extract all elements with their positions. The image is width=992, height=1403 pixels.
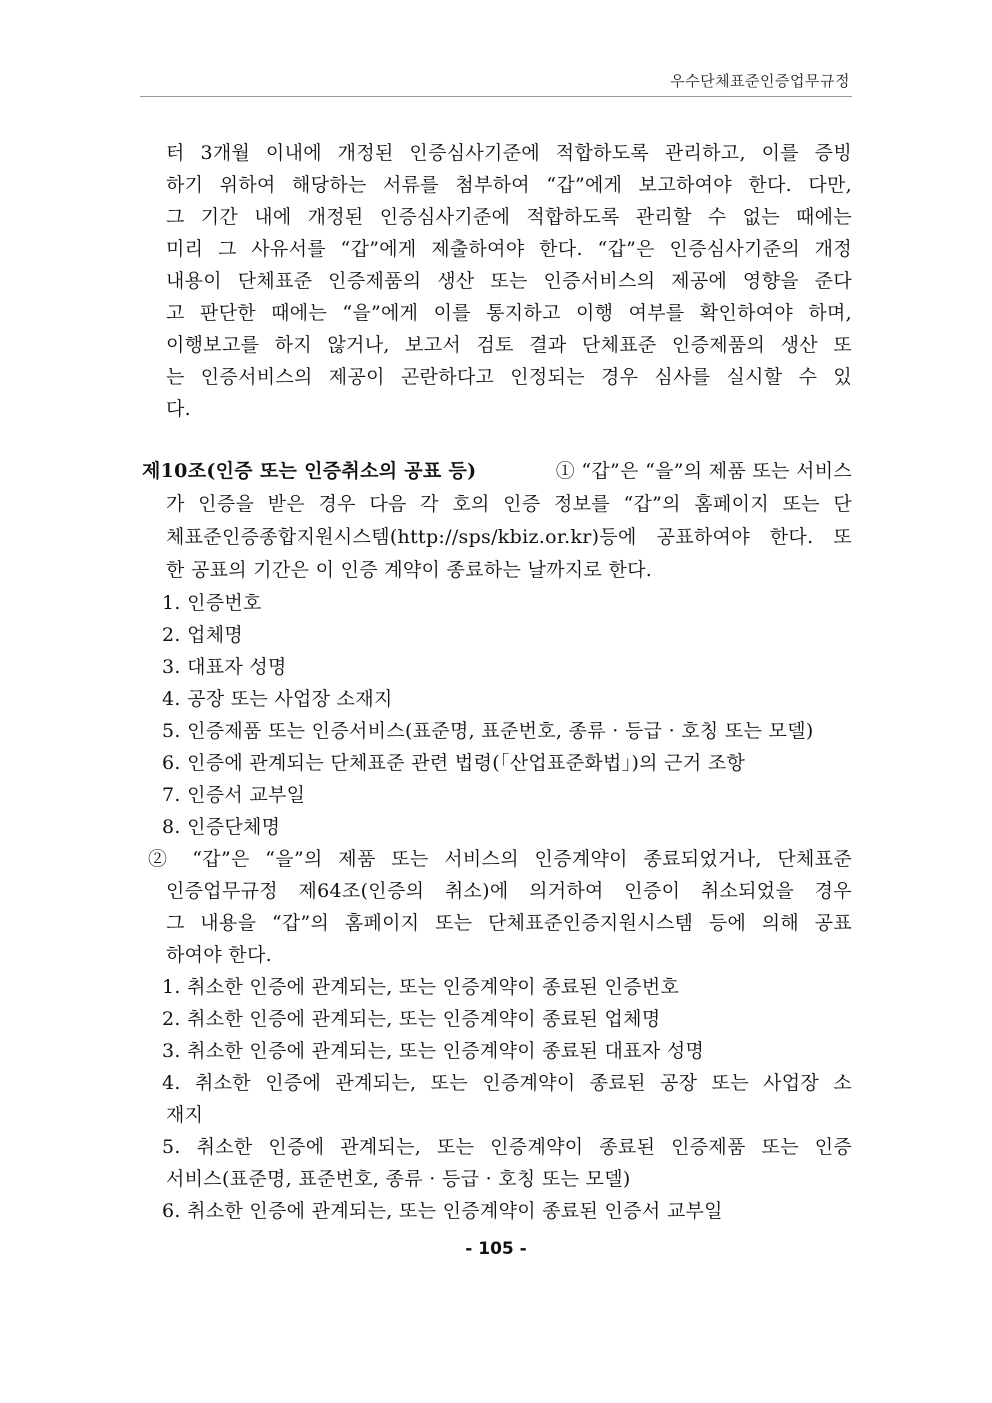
continuation-line: 내용이 단체표준 인증제품의 생산 또는 인증서비스의 제공에 영향을 준다 [166, 270, 852, 292]
article-paragraph-2-line: 그 내용을 “갑”의 홈페이지 또는 단체표준인증지원시스템 등에 의해 공표 [166, 912, 852, 934]
list-item-continuation: 재지 [166, 1104, 204, 1126]
article-paragraph-line: 체표준인증종합지원시스템(http://sps/kbiz.or.kr)등에 공표하여야 한다. 또 [166, 526, 852, 548]
continuation-line: 하기 위하여 해당하는 서류를 첨부하여 “갑”에게 보고하여야 한다. 다만, [166, 174, 852, 196]
continuation-line: 미리 그 사유서를 “갑”에게 제출하여야 한다. “갑”은 인증심사기준의 개정 [166, 238, 852, 260]
list-item: 8. 인증단체명 [162, 816, 281, 838]
list-item: 4. 취소한 인증에 관계되는, 또는 인증계약이 종료된 공장 또는 사업장 소 [162, 1072, 852, 1094]
continuation-line: 다. [166, 398, 191, 420]
list-item: 1. 인증번호 [162, 592, 262, 614]
running-header: 우수단체표준인증업무규정 [670, 72, 850, 90]
article-paragraph-2-line: 인증업무규정 제64조(인증의 취소)에 의거하여 인증이 취소되었을 경우 [166, 880, 852, 902]
article-paragraph-2-line: ② “갑”은 “을”의 제품 또는 서비스의 인증계약이 종료되었거나, 단체표준 [148, 848, 852, 870]
list-item: 3. 대표자 성명 [162, 656, 287, 678]
continuation-line: 는 인증서비스의 제공이 곤란하다고 인정되는 경우 심사를 실시할 수 있 [166, 366, 852, 388]
list-item-continuation: 서비스(표준명, 표준번호, 종류 · 등급 · 호칭 또는 모델) [166, 1168, 631, 1190]
continuation-line: 터 3개월 이내에 개정된 인증심사기준에 적합하도록 관리하고, 이를 증빙 [166, 142, 852, 164]
list-item: 4. 공장 또는 사업장 소재지 [162, 688, 393, 710]
continuation-line: 이행보고를 하지 않거나, 보고서 검토 결과 단체표준 인증제품의 생산 또 [166, 334, 852, 356]
article-paragraph-line: 한 공표의 기간은 이 인증 계약이 종료하는 날까지로 한다. [166, 559, 653, 581]
article-first-line [142, 455, 852, 487]
list-item: 1. 취소한 인증에 관계되는, 또는 인증계약이 종료된 인증번호 [162, 976, 680, 998]
list-item: 6. 인증에 관계되는 단체표준 관련 법령(「산업표준화법」)의 근거 조항 [162, 752, 746, 774]
header-rule [140, 96, 852, 97]
article-title: 제10조(인증 또는 인증취소의 공표 등) [142, 460, 477, 482]
list-item: 7. 인증서 교부일 [162, 784, 306, 806]
continuation-line: 그 기간 내에 개정된 인증심사기준에 적합하도록 관리할 수 없는 때에는 [166, 206, 852, 228]
page-number: - 105 - [465, 1239, 527, 1259]
article-paragraph-1-start: ① “갑”은 “을”의 제품 또는 서비스 [555, 460, 852, 482]
article-paragraph-2-line: 하여야 한다. [166, 944, 272, 966]
list-item: 2. 업체명 [162, 624, 244, 646]
article-paragraph-line: 가 인증을 받은 경우 다음 각 호의 인증 정보를 “갑”의 홈페이지 또는 단 [166, 493, 852, 515]
list-item: 2. 취소한 인증에 관계되는, 또는 인증계약이 종료된 업체명 [162, 1008, 661, 1030]
list-item: 5. 인증제품 또는 인증서비스(표준명, 표준번호, 종류 · 등급 · 호칭 또는 모델) [162, 720, 814, 742]
list-item: 3. 취소한 인증에 관계되는, 또는 인증계약이 종료된 대표자 성명 [162, 1040, 705, 1062]
continuation-line: 고 판단한 때에는 “을”에게 이를 통지하고 이행 여부를 확인하여야 하며, [166, 302, 852, 324]
list-item: 5. 취소한 인증에 관계되는, 또는 인증계약이 종료된 인증제품 또는 인증 [162, 1136, 852, 1158]
list-item: 6. 취소한 인증에 관계되는, 또는 인증계약이 종료된 인증서 교부일 [162, 1200, 723, 1222]
